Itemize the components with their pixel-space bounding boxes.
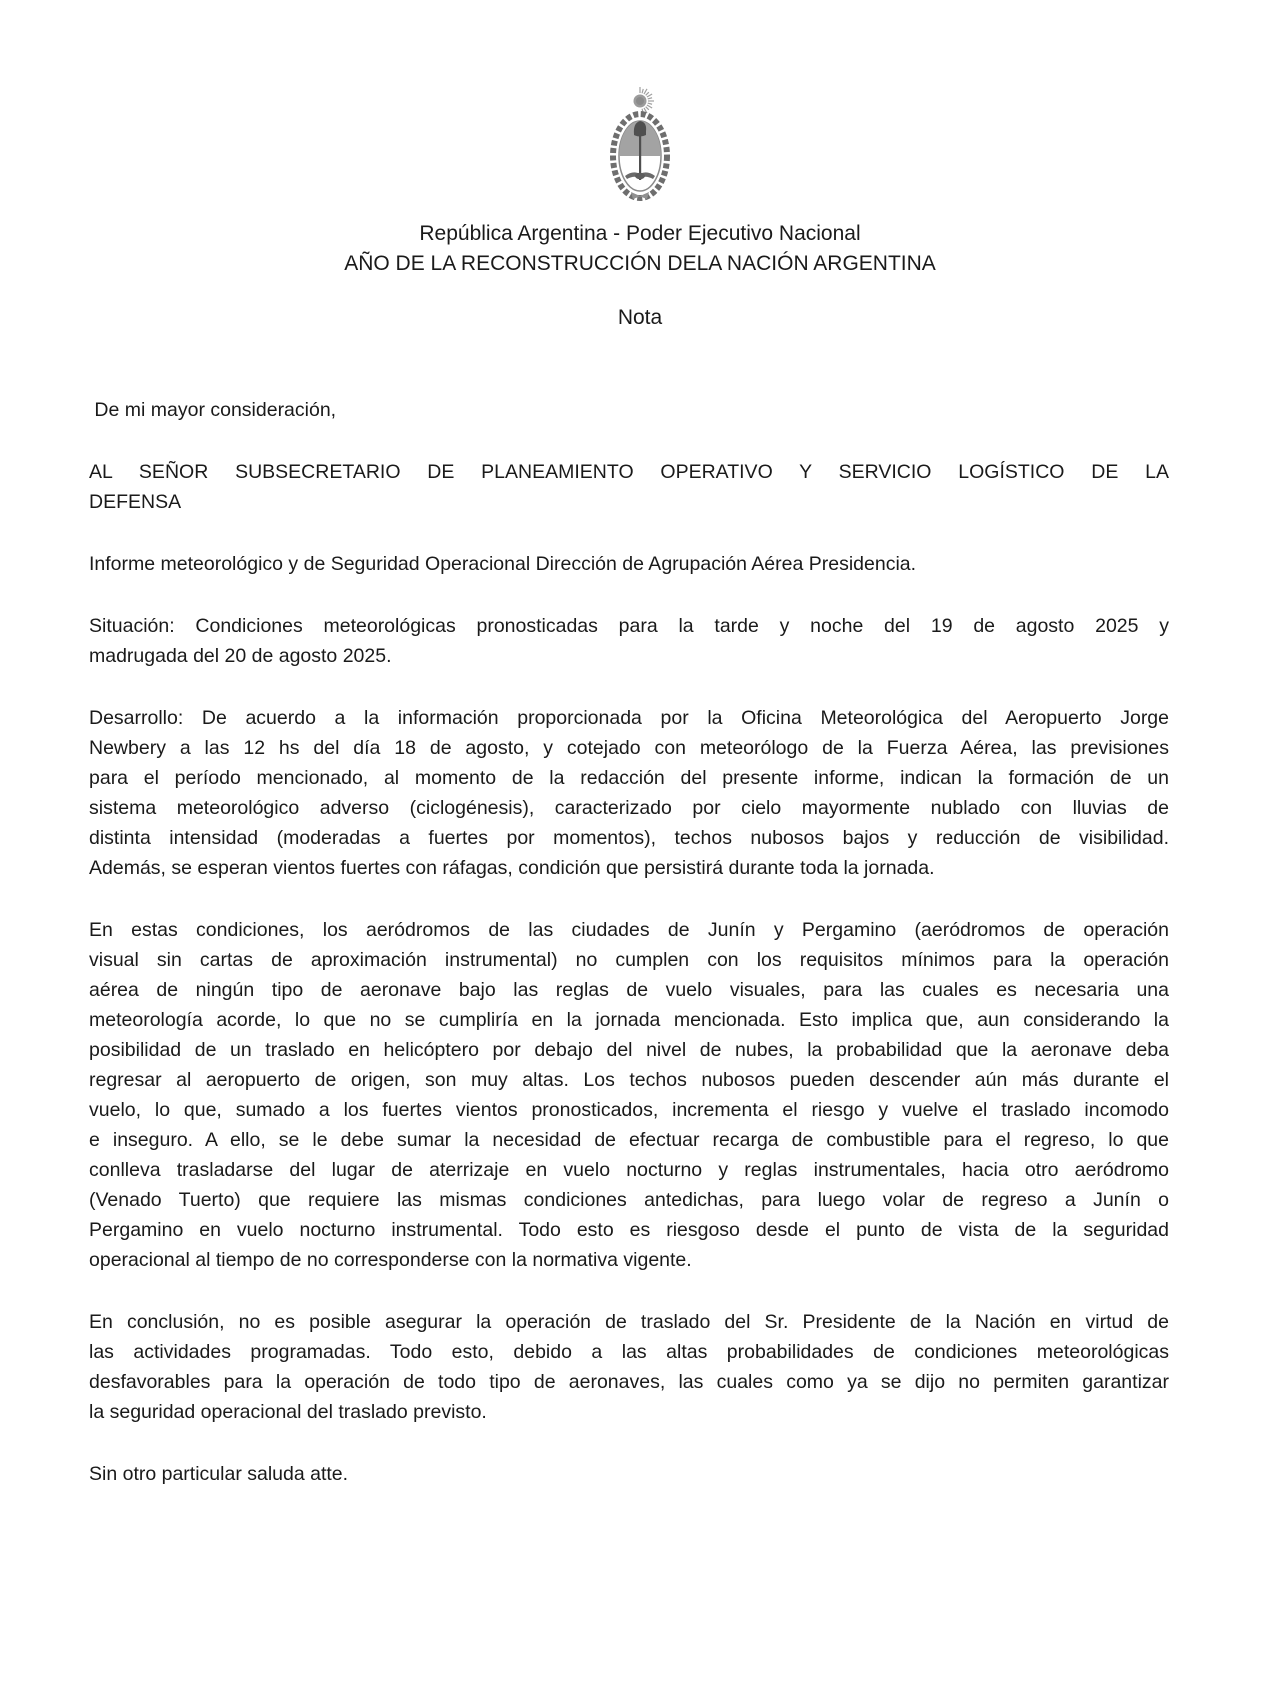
paragraph-condiciones <box>89 915 1169 1275</box>
letterhead <box>0 219 1280 279</box>
subject-line: Informe meteorológico y de Seguridad Operacional Dirección de Agrupación Aérea Presidencia. <box>89 553 917 575</box>
paragraph-conclusion <box>89 1307 1169 1427</box>
text-line: visual sin cartas de aproximación instrumental) no cumplen con los requisitos mínimos para la operación <box>89 949 1169 971</box>
text-line: distinta intensidad (moderadas a fuertes por momentos), techos nubosos bajos y reducción de visibilidad. <box>89 827 1169 849</box>
argentina-coat-of-arms-icon <box>601 86 679 204</box>
text-line: la seguridad operacional del traslado previsto. <box>89 1401 487 1423</box>
salutation: De mi mayor consideración, <box>89 399 337 421</box>
text-line: desfavorables para la operación de todo tipo de aeronaves, las cuales como ya se dijo no permiten garantizar <box>89 1371 1169 1393</box>
text-line: DEFENSA <box>89 491 182 513</box>
paragraph-situacion <box>89 611 1169 671</box>
text-line: conlleva trasladarse del lugar de aterrizaje en vuelo nocturno y reglas instrumentales, hacia otro aeródromo <box>89 1159 1169 1181</box>
text-line: las actividades programadas. Todo esto, debido a las altas probabilidades de condiciones meteorológicas <box>89 1341 1169 1363</box>
letterhead-org-line: República Argentina - Poder Ejecutivo Nacional <box>419 222 861 245</box>
text-line: operacional al tiempo de no corresponderse con la normativa vigente. <box>89 1249 692 1271</box>
text-line: En conclusión, no es posible asegurar la operación de traslado del Sr. Presidente de la Nación en virtud de <box>89 1311 1169 1333</box>
text-line: (Venado Tuerto) que requiere las mismas condiciones antedichas, para luego volar de regreso a Junín o <box>89 1189 1169 1211</box>
text-line: AL SEÑOR SUBSECRETARIO DE PLANEAMIENTO OPERATIVO Y SERVICIO LOGÍSTICO DE LA <box>89 461 1169 483</box>
text-line: En estas condiciones, los aeródromos de las ciudades de Junín y Pergamino (aeródromos de operación <box>89 919 1169 941</box>
text-line: Situación: Condiciones meteorológicas pronosticadas para la tarde y noche del 19 de agosto 2025 y <box>89 615 1169 637</box>
document-type-title: Nota <box>617 306 663 329</box>
document-page <box>0 86 1280 1686</box>
text-line: meteorología acorde, lo que no se cumpliría en la jornada mencionada. Esto implica que, aun considerando la <box>89 1009 1169 1031</box>
text-line: madrugada del 20 de agosto 2025. <box>89 645 392 667</box>
addressee <box>89 457 1169 517</box>
text-line: Pergamino en vuelo nocturno instrumental. Todo esto es riesgoso desde el punto de vista de la seguridad <box>89 1219 1169 1241</box>
text-line: e inseguro. A ello, se le debe sumar la necesidad de efectuar recarga de combustible para el regreso, lo que <box>89 1129 1169 1151</box>
letter-body <box>89 395 1169 1489</box>
letterhead-year-line: AÑO DE LA RECONSTRUCCIÓN DELA NACIÓN ARGENTINA <box>344 252 936 275</box>
text-line: vuelo, lo que, sumado a los fuertes vientos pronosticados, incrementa el riesgo y vuelve el traslado incomodo <box>89 1099 1169 1121</box>
text-line: aérea de ningún tipo de aeronave bajo las reglas de vuelo visuales, para las cuales es necesaria una <box>89 979 1169 1001</box>
text-line: Desarrollo: De acuerdo a la información proporcionada por la Oficina Meteorológica del Aeropuerto Jorge <box>89 707 1169 729</box>
text-line: Newbery a las 12 hs del día 18 de agosto, y cotejado con meteorólogo de la Fuerza Aérea, las previsiones <box>89 737 1169 759</box>
text-line: regresar al aeropuerto de origen, son muy altas. Los techos nubosos pueden descender aún más durante el <box>89 1069 1169 1091</box>
paragraph-desarrollo <box>89 703 1169 883</box>
closing-line: Sin otro particular saluda atte. <box>89 1463 349 1485</box>
text-line: posibilidad de un traslado en helicóptero por debajo del nivel de nubes, la probabilidad que la aeronave deba <box>89 1039 1169 1061</box>
text-line: Además, se esperan vientos fuertes con ráfagas, condición que persistirá durante toda la jornada. <box>89 857 935 879</box>
text-line: sistema meteorológico adverso (ciclogénesis), caracterizado por cielo mayormente nublado con lluvias de <box>89 797 1169 819</box>
text-line: para el período mencionado, al momento de la redacción del presente informe, indican la formación de un <box>89 767 1169 789</box>
